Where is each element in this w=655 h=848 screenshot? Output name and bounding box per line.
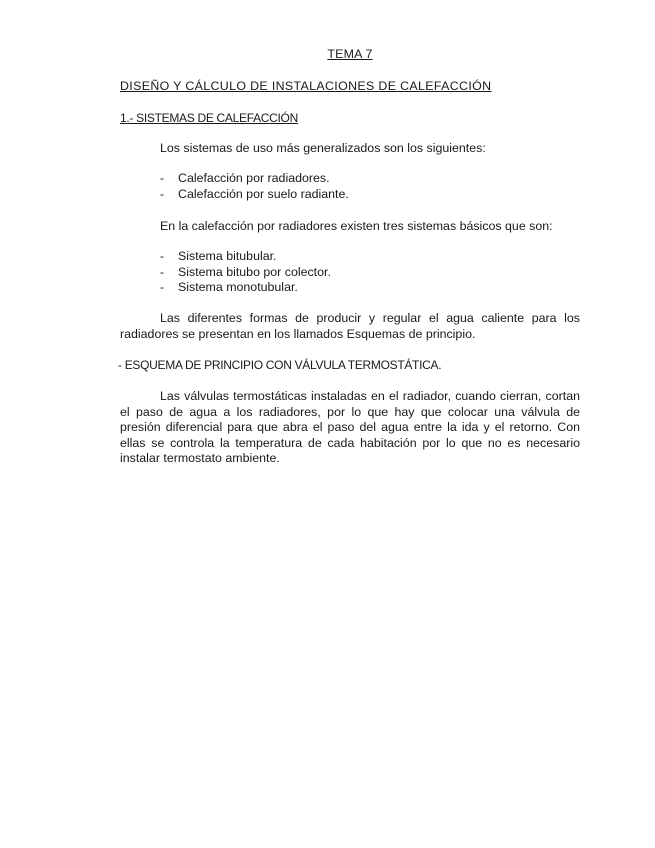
list-item-text: Sistema bitubular. [178,249,277,263]
list-dash: - [160,280,165,295]
heating-types-list [120,171,580,202]
radiator-systems-list [120,249,580,296]
list-item-text: Calefacción por radiadores. [178,171,330,185]
list-dash: - [160,186,165,201]
list-item [120,249,580,265]
intro-paragraph-2: En la calefacción por radiadores existen tres sistemas básicos que son: [160,219,553,233]
list-item [120,265,580,281]
list-item-text: Sistema bitubo por colector. [178,264,331,279]
intro-paragraph-1: Los sistemas de uso más generalizados son los siguientes: [160,141,486,155]
list-dash: - [160,171,165,185]
list-item-text: Sistema monotubular. [178,280,298,295]
list-item [120,187,580,203]
list-item [120,280,580,296]
paragraph-schemes: Las diferentes formas de producir y regular el agua caliente para los radiadores se presentan en los llamados Esquemas de principio. [120,311,580,341]
main-heading: DISEÑO Y CÁLCULO DE INSTALACIONES DE CALEFACCIÓN [120,79,492,93]
document-title: TEMA 7 [327,47,373,61]
paragraph-thermostatic-valves: Las válvulas termostáticas instaladas en el radiador, cuando cierran, cortan el paso de agua a los radiadores, por lo que hay que colocar una válvula de presión diferencial para que abra el paso del agua entre la ida y el retorno. Con ellas se controla la temperatura de cada habitación por lo que no es necesario instalar termostato ambiente. [120,389,580,466]
list-item [120,171,580,187]
section-heading: 1.- SISTEMAS DE CALEFACCIÓN [120,111,298,125]
subsection-heading: - ESQUEMA DE PRINCIPIO CON VÁLVULA TERMOSTÁTICA. [118,358,442,372]
list-dash: - [160,264,165,279]
list-dash: - [160,249,165,263]
list-item-text: Calefacción por suelo radiante. [178,186,349,201]
